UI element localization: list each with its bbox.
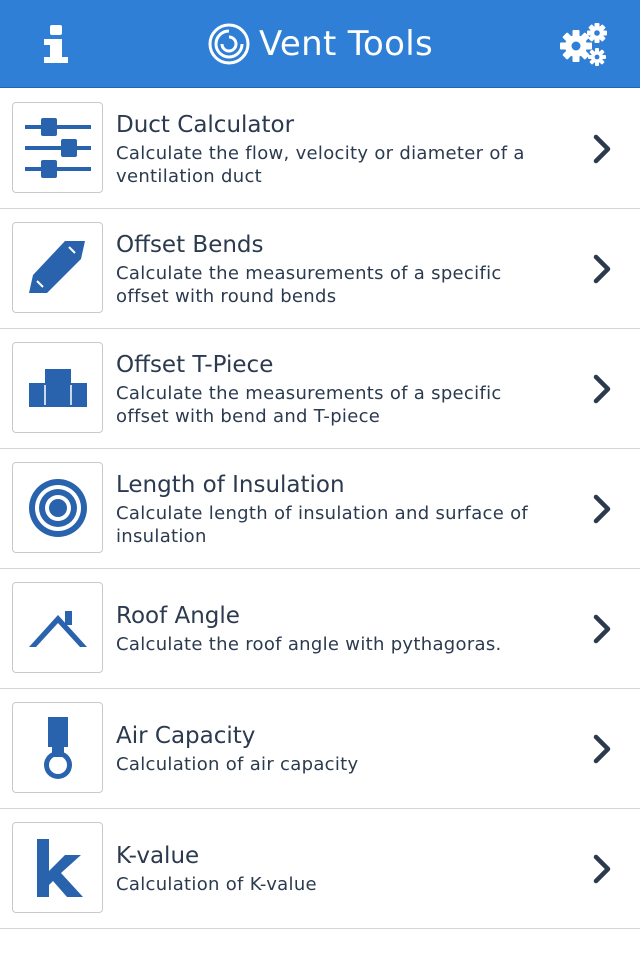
offset-bend-icon bbox=[25, 235, 91, 301]
thumbnail bbox=[12, 342, 103, 433]
item-description: Calculate the flow, velocity or diameter of a ventilation duct bbox=[116, 142, 525, 187]
chevron-right-icon bbox=[590, 253, 614, 285]
item-title: Offset Bends bbox=[116, 231, 264, 258]
info-button[interactable] bbox=[28, 18, 84, 70]
item-title: K-value bbox=[116, 843, 200, 869]
sliders-icon bbox=[23, 115, 93, 181]
chevron-right-icon bbox=[590, 493, 614, 525]
item-description: Calculate the roof angle with pythagoras. bbox=[116, 634, 502, 655]
item-title: Length of Insulation bbox=[116, 471, 345, 498]
chevron-right-icon bbox=[590, 373, 614, 405]
thumbnail bbox=[12, 702, 103, 793]
item-description: Calculate the measurements of a specific offset with bend and T-piece bbox=[116, 382, 502, 427]
chevron-right-icon bbox=[590, 133, 614, 165]
roof-icon bbox=[25, 603, 91, 653]
item-description: Calculate the measurements of a specific offset with round bends bbox=[116, 262, 502, 307]
list-item-k-value[interactable] bbox=[0, 809, 640, 929]
list-item-length-of-insulation[interactable] bbox=[0, 449, 640, 569]
t-piece-icon bbox=[25, 363, 91, 413]
k-letter-icon bbox=[31, 835, 85, 901]
item-title: Duct Calculator bbox=[116, 111, 295, 138]
thumbnail bbox=[12, 822, 103, 913]
vent-logo-icon bbox=[207, 22, 251, 66]
item-description: Calculation of air capacity bbox=[116, 754, 359, 775]
thumbnail bbox=[12, 462, 103, 553]
item-description: Calculation of K-value bbox=[116, 874, 317, 895]
chevron-right-icon bbox=[590, 733, 614, 765]
chevron-right-icon bbox=[590, 853, 614, 885]
thumbnail bbox=[12, 102, 103, 193]
thermometer-icon bbox=[38, 715, 78, 781]
list-item-offset-t-piece[interactable] bbox=[0, 329, 640, 449]
app-title: Vent Tools bbox=[259, 24, 433, 64]
settings-button[interactable] bbox=[556, 16, 612, 72]
thumbnail bbox=[12, 222, 103, 313]
list-item-offset-bends[interactable] bbox=[0, 209, 640, 329]
item-title: Offset T-Piece bbox=[116, 351, 274, 378]
list-item-air-capacity[interactable] bbox=[0, 689, 640, 809]
info-icon bbox=[43, 25, 69, 63]
thumbnail bbox=[12, 582, 103, 673]
settings-gears-icon bbox=[560, 22, 608, 66]
insulation-rings-icon bbox=[25, 475, 91, 541]
tools-list bbox=[0, 89, 640, 929]
navigation-bar bbox=[0, 0, 640, 88]
item-title: Roof Angle bbox=[116, 603, 240, 629]
item-title: Air Capacity bbox=[116, 723, 256, 749]
list-item-duct-calculator[interactable] bbox=[0, 89, 640, 209]
chevron-right-icon bbox=[590, 613, 614, 645]
list-item-roof-angle[interactable] bbox=[0, 569, 640, 689]
item-description: Calculate length of insulation and surface of insulation bbox=[116, 502, 529, 547]
